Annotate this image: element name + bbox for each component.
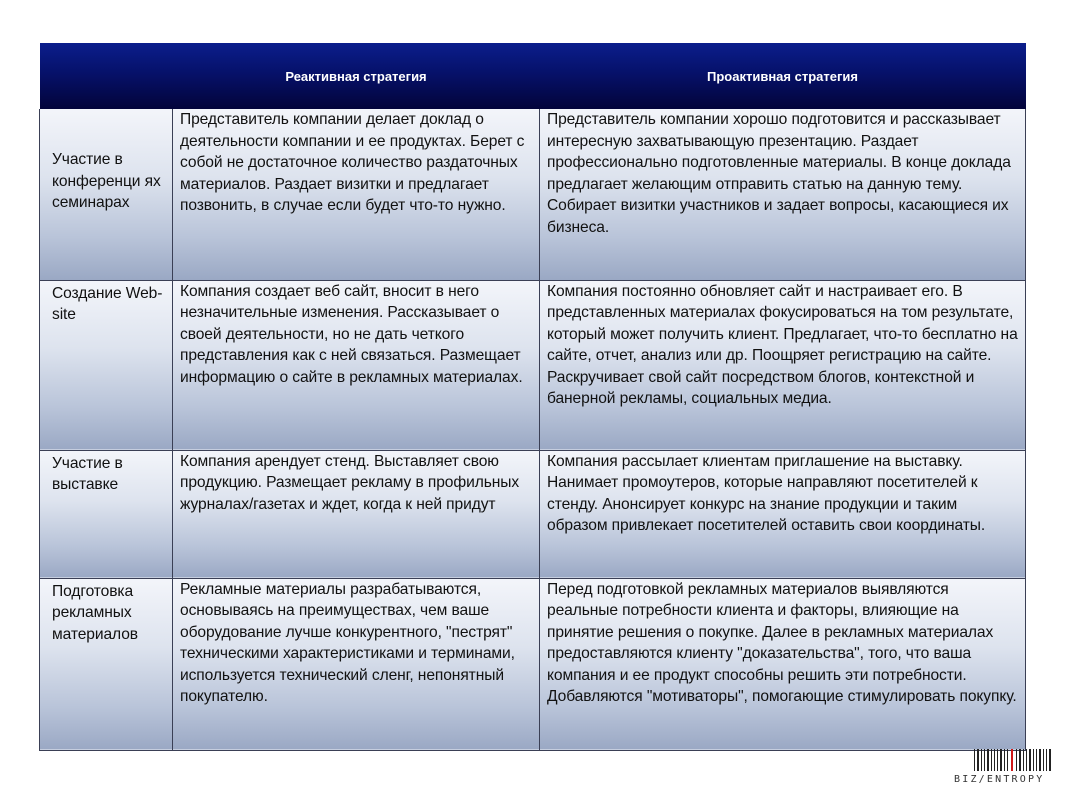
header-proactive: Проактивная стратегия bbox=[540, 43, 1026, 109]
proactive-cell: Компания постоянно обновляет сайт и настраивает его. В представленных материалах фокусироваться на том результате, который может получить клиент. Предлагает, что-то бесплатно на сайте, отчет, анализ или др. Поощряет регистрацию на сайте. Раскручивает свой сайт посредством блогов, контекстной и банерной рекламы, социальных медиа. bbox=[540, 280, 1026, 450]
strategy-table bbox=[39, 43, 1026, 751]
topic-cell: Подготовка рекламных материалов bbox=[40, 578, 173, 750]
topic-cell: Создание Web-site bbox=[40, 280, 173, 450]
table-row bbox=[40, 280, 1026, 450]
table-row bbox=[40, 578, 1026, 750]
reactive-cell: Представитель компании делает доклад о деятельности компании и ее продуктах. Берет с собой не достаточное количество раздаточных материалов. Раздает визитки и предлагает позвонить, в случае если будет что-то нужно. bbox=[173, 109, 540, 280]
header-empty-cell bbox=[40, 43, 173, 109]
topic-cell: Участие в выставке bbox=[40, 450, 173, 578]
table-row bbox=[40, 109, 1026, 280]
table-row bbox=[40, 450, 1026, 578]
reactive-cell: Компания арендует стенд. Выставляет свою продукцию. Размещает рекламу в профильных журналах/газетах и ждет, когда к ней придут bbox=[173, 450, 540, 578]
logo-text: BIZ/ENTROPY bbox=[954, 774, 1045, 785]
proactive-cell: Представитель компании хорошо подготовится и рассказывает интересную захватывающую презентацию. Раздает профессионально подготовленные материалы. В конце доклада предлагает желающим отправить статью на данную тему. Собирает визитки участников и задает вопросы, касающиеся их бизнеса. bbox=[540, 109, 1026, 280]
proactive-cell: Компания рассылает клиентам приглашение на выставку. Нанимает промоутеров, которые направляют посетителей к стенду. Анонсирует конкурс на знание продукции и таким образом привлекает посетителей оставить свои координаты. bbox=[540, 450, 1026, 578]
bizentropy-logo bbox=[954, 749, 1060, 785]
table-header-row bbox=[40, 43, 1026, 109]
header-reactive: Реактивная стратегия bbox=[173, 43, 540, 109]
topic-cell: Участие в конференци ях семинарах bbox=[40, 109, 173, 280]
reactive-cell: Рекламные материалы разрабатываются, основываясь на преимуществах, чем ваше оборудование лучше конкурентного, "пестрят" техническими характеристиками и терминами, используется технический сленг, непонятный покупателю. bbox=[173, 578, 540, 750]
barcode-icon bbox=[974, 749, 1052, 771]
proactive-cell: Перед подготовкой рекламных материалов выявляются реальные потребности клиента и факторы, влияющие на принятие решения о покупке. Далее в рекламных материалах предоставляются клиенту "доказательства", того, что ваша компания и ее продукт способны решить эти потребности. Добавляются "мотиваторы", помогающие стимулировать покупку. bbox=[540, 578, 1026, 750]
reactive-cell: Компания создает веб сайт, вносит в него незначительные изменения. Рассказывает о своей деятельности, но не дать четкого представления как с ней связаться. Размещает информацию о сайте в рекламных материалах. bbox=[173, 280, 540, 450]
